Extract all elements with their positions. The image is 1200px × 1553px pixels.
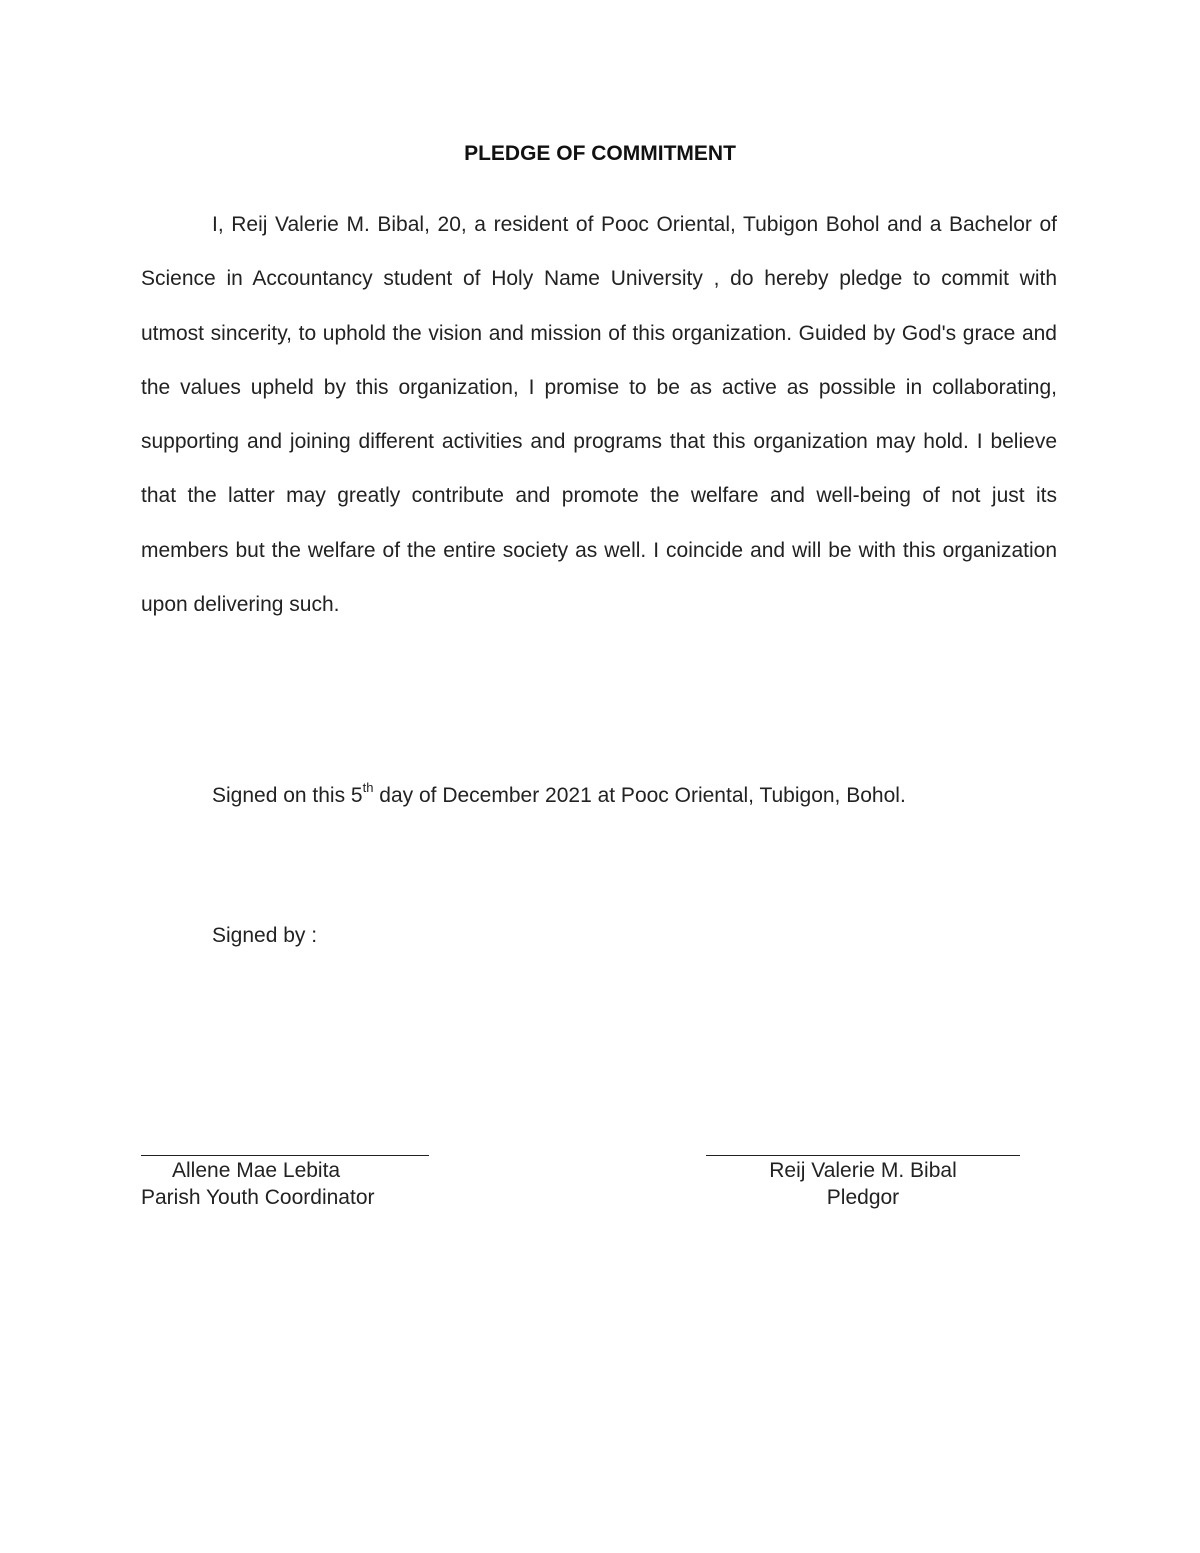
- right-signature-line: [706, 1155, 1020, 1156]
- signed-on-prefix: Signed on this 5: [212, 784, 363, 807]
- signed-on-suffix: day of December 2021 at Pooc Oriental, Tubigon, Bohol.: [373, 784, 906, 807]
- left-signature-line: [141, 1155, 429, 1156]
- signed-on-line: [212, 780, 906, 808]
- right-signatory-role: Pledgor: [826, 1186, 900, 1209]
- right-signatory-name: Reij Valerie M. Bibal: [769, 1159, 957, 1182]
- signed-by-label: Signed by :: [212, 924, 318, 947]
- left-signatory-role: Parish Youth Coordinator: [141, 1186, 375, 1209]
- document-title: PLEDGE OF COMMITMENT: [464, 142, 736, 165]
- left-signatory-name: Allene Mae Lebita: [172, 1159, 341, 1182]
- pledge-paragraph: I, Reij Valerie M. Bibal, 20, a resident of Pooc Oriental, Tubigon Bohol and a Bachelor of Science in Accountancy student of Holy Name University , do hereby pledge to commit with utmost sincerity, to uphold the vision and mission of this organization. Guided by God's grace and the values upheld by this organization, I promise to be as active as possible in collaborating, supporting and joining different activities and programs that this organization may hold. I believe that the latter may greatly contribute and promote the welfare and well-being of not just its members but the welfare of the entire society as well. I coincide and will be with this organization upon delivering such.: [141, 213, 1057, 617]
- signed-on-ordinal-suffix: th: [362, 780, 374, 795]
